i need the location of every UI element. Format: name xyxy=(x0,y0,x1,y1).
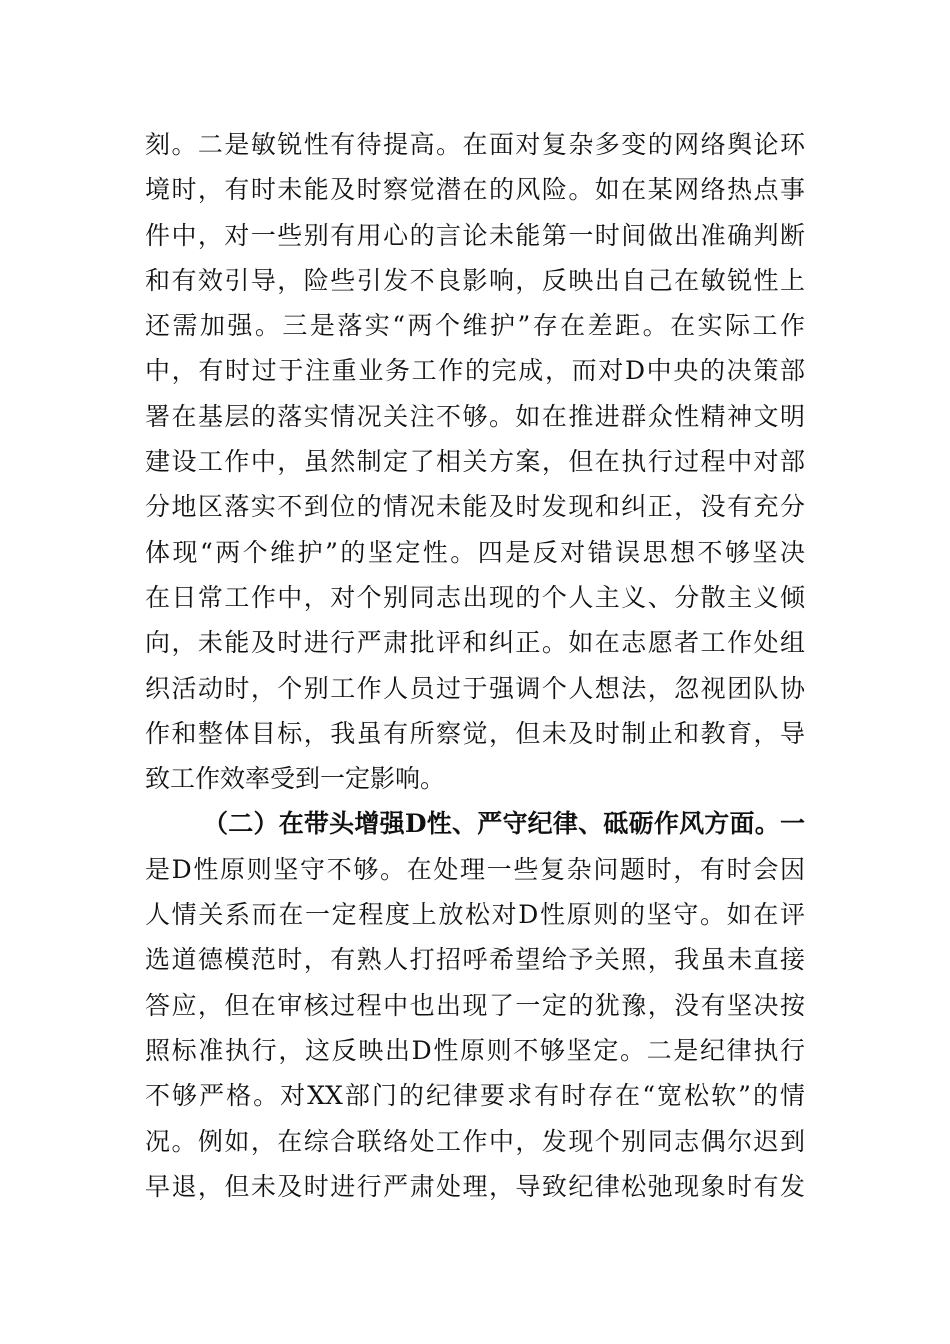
paragraph-line: 是D性原则坚守不够。在处理一些复杂问题时，有时会因 xyxy=(145,854,805,884)
section-heading-line: （二）在带头增强D性、严守纪律、砥砺作风方面。一 xyxy=(203,809,805,839)
paragraph-line: 体现“两个维护”的坚定性。四是反对错误思想不够坚决 xyxy=(145,537,805,567)
paragraph-line: 致工作效率受到一定影响。 xyxy=(145,764,446,794)
paragraph-line: 署在基层的落实情况关注不够。如在推进群众性精神文明 xyxy=(145,401,805,431)
paragraph-line: 选道德模范时，有熟人打招呼希望给予关照，我虽未直接 xyxy=(145,945,805,975)
paragraph-line: 在日常工作中，对个别同志出现的个人主义、分散主义倾 xyxy=(145,582,805,612)
paragraph-line: 件中，对一些别有用心的言论未能第一时间做出准确判断 xyxy=(145,220,805,250)
paragraph-line: 和有效引导，险些引发不良影响，反映出自己在敏锐性上 xyxy=(145,265,805,295)
document-page xyxy=(145,122,805,1209)
paragraph-line: 作和整体目标，我虽有所察觉，但未及时制止和教育，导 xyxy=(145,718,805,748)
paragraph-line: 分地区落实不到位的情况未能及时发现和纠正，没有充分 xyxy=(145,492,805,522)
paragraph-line: 境时，有时未能及时察觉潜在的风险。如在某网络热点事 xyxy=(145,175,805,205)
paragraph-line: 况。例如，在综合联络处工作中，发现个别同志偶尔迟到 xyxy=(145,1126,805,1156)
paragraph-line: 织活动时，个别工作人员过于强调个人想法，忽视团队协 xyxy=(145,673,805,703)
paragraph-line: 早退，但未及时进行严肃处理，导致纪律松弛现象时有发 xyxy=(145,1171,805,1201)
paragraph-line: 还需加强。三是落实“两个维护”存在差距。在实际工作 xyxy=(145,311,805,341)
paragraph-line: 照标准执行，这反映出D性原则不够坚定。二是纪律执行 xyxy=(145,1035,805,1065)
paragraph-line: 中，有时过于注重业务工作的完成，而对D中央的决策部 xyxy=(145,356,805,386)
paragraph-line: 向，未能及时进行严肃批评和纠正。如在志愿者工作处组 xyxy=(145,628,805,658)
paragraph-line: 刻。二是敏锐性有待提高。在面对复杂多变的网络舆论环 xyxy=(145,130,805,159)
paragraph-line: 不够严格。对XX部门的纪律要求有时存在“宽松软”的情 xyxy=(145,1081,805,1111)
paragraph-line: 人情关系而在一定程度上放松对D性原则的坚守。如在评 xyxy=(145,900,805,930)
paragraph-line: 建设工作中，虽然制定了相关方案，但在执行过程中对部 xyxy=(145,447,805,477)
paragraph-line: 答应，但在审核过程中也出现了一定的犹豫，没有坚决按 xyxy=(145,990,805,1020)
